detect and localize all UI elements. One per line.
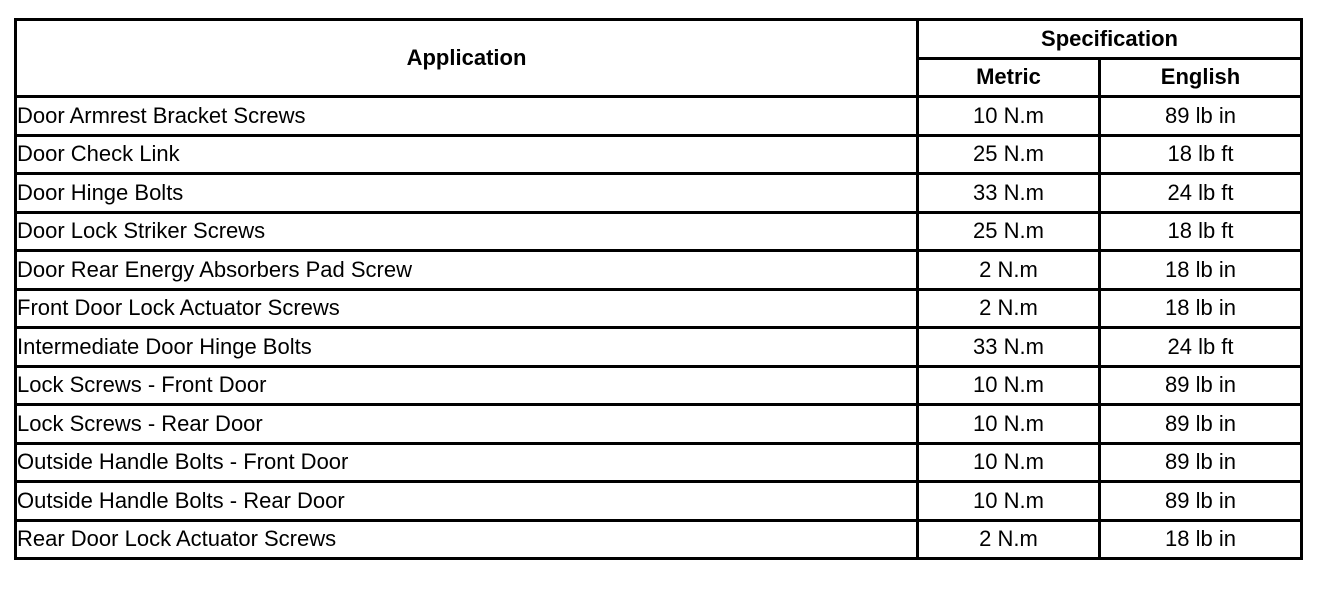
metric-cell: 10 N.m [918,366,1100,405]
application-cell: Door Lock Striker Screws [16,212,918,251]
application-cell: Rear Door Lock Actuator Screws [16,520,918,559]
english-header: English [1100,58,1302,97]
table-row [16,289,1302,328]
table-header [16,20,1302,97]
english-cell: 24 lb ft [1100,174,1302,213]
fastener-spec-table [14,18,1303,560]
english-cell: 18 lb in [1100,251,1302,290]
application-cell: Door Rear Energy Absorbers Pad Screw [16,251,918,290]
english-cell: 18 lb in [1100,520,1302,559]
application-cell: Front Door Lock Actuator Screws [16,289,918,328]
metric-cell: 25 N.m [918,135,1100,174]
table-row [16,366,1302,405]
table-row [16,405,1302,444]
english-cell: 89 lb in [1100,443,1302,482]
metric-cell: 2 N.m [918,289,1100,328]
application-cell: Lock Screws - Front Door [16,366,918,405]
table-body [16,97,1302,559]
english-cell: 89 lb in [1100,366,1302,405]
english-cell: 18 lb in [1100,289,1302,328]
metric-cell: 10 N.m [918,97,1100,136]
metric-cell: 25 N.m [918,212,1100,251]
metric-cell: 2 N.m [918,520,1100,559]
metric-cell: 33 N.m [918,174,1100,213]
application-cell: Outside Handle Bolts - Rear Door [16,482,918,521]
metric-cell: 10 N.m [918,482,1100,521]
english-cell: 89 lb in [1100,97,1302,136]
table-row [16,97,1302,136]
specification-header: Specification [918,20,1302,59]
table-row [16,443,1302,482]
application-cell: Lock Screws - Rear Door [16,405,918,444]
table-row [16,520,1302,559]
english-cell: 24 lb ft [1100,328,1302,367]
table-row [16,135,1302,174]
english-cell: 18 lb ft [1100,135,1302,174]
metric-cell: 33 N.m [918,328,1100,367]
metric-cell: 2 N.m [918,251,1100,290]
application-cell: Outside Handle Bolts - Front Door [16,443,918,482]
table-row [16,174,1302,213]
table-row [16,212,1302,251]
english-cell: 89 lb in [1100,482,1302,521]
application-cell: Door Check Link [16,135,918,174]
header-row-top [16,20,1302,59]
table-row [16,482,1302,521]
metric-cell: 10 N.m [918,405,1100,444]
metric-header: Metric [918,58,1100,97]
application-header: Application [16,20,918,97]
english-cell: 89 lb in [1100,405,1302,444]
application-cell: Door Hinge Bolts [16,174,918,213]
english-cell: 18 lb ft [1100,212,1302,251]
application-cell: Door Armrest Bracket Screws [16,97,918,136]
table-row [16,328,1302,367]
application-cell: Intermediate Door Hinge Bolts [16,328,918,367]
table-row [16,251,1302,290]
metric-cell: 10 N.m [918,443,1100,482]
